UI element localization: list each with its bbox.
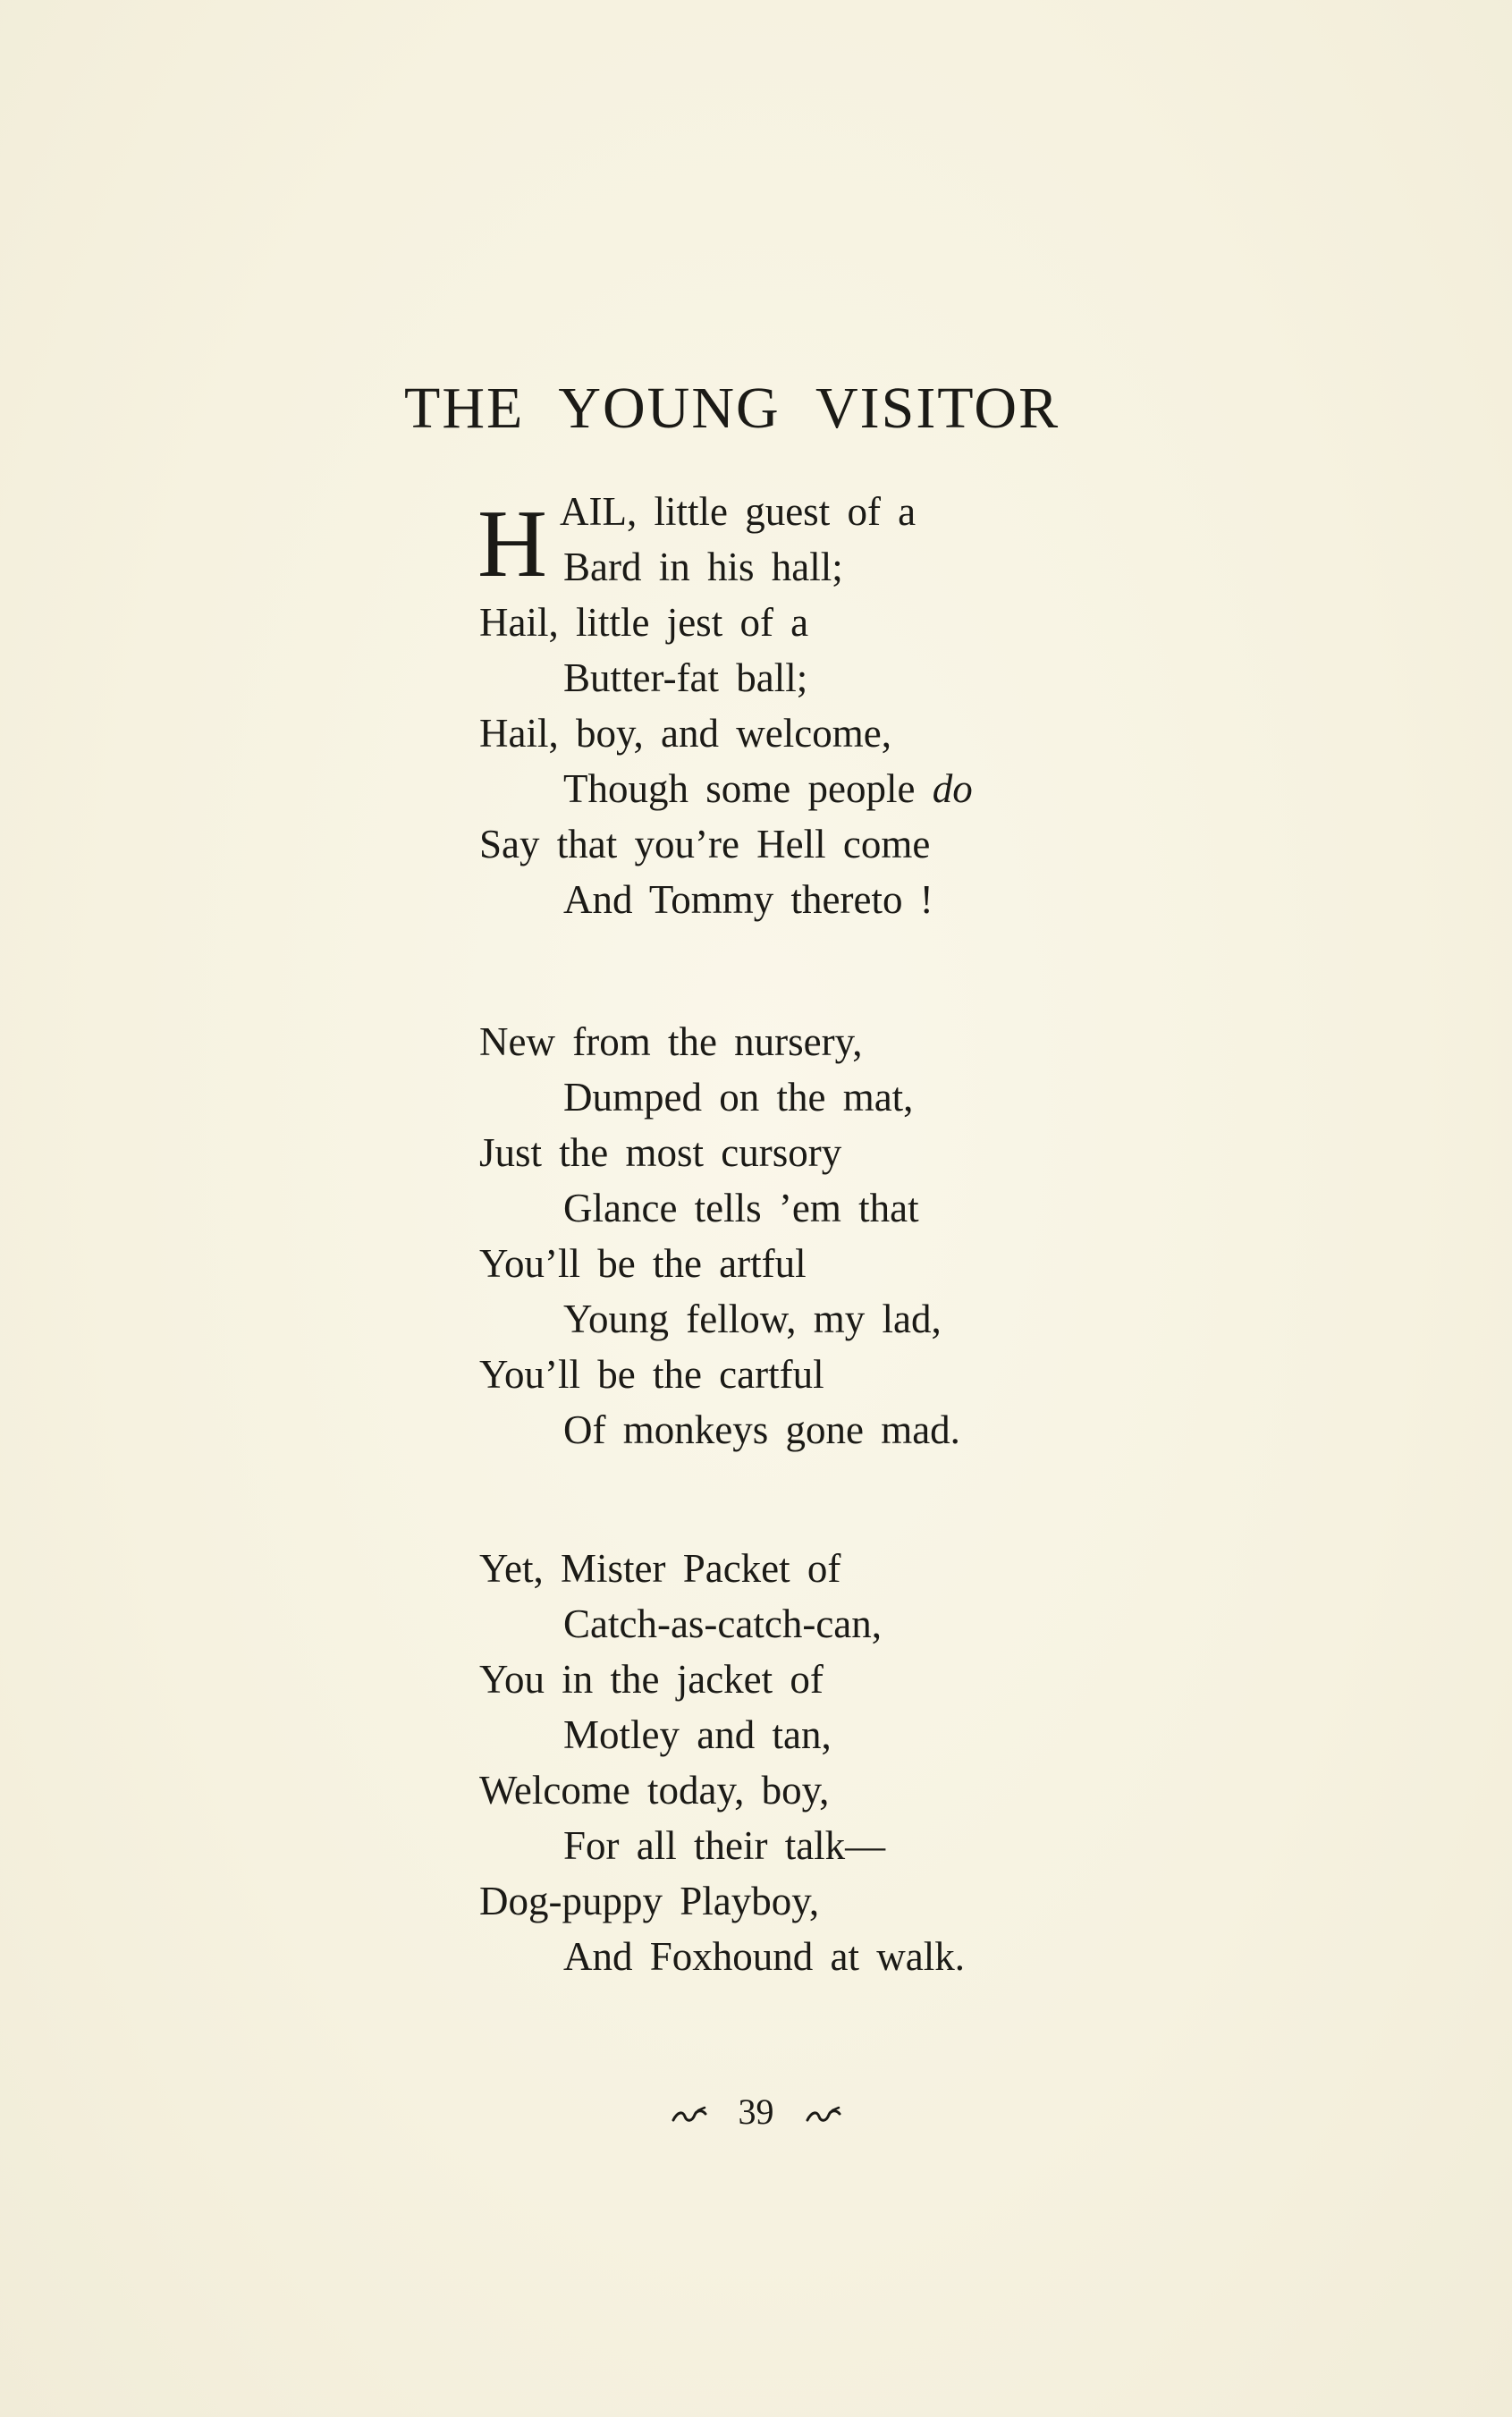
poem-line: Young fellow, my lad, xyxy=(563,1297,942,1341)
poem-line: Butter-fat ball; xyxy=(563,655,808,700)
poem-line: Of monkeys gone mad. xyxy=(563,1407,960,1452)
swash-ornament-icon xyxy=(671,2106,708,2125)
poem-line: New from the nursery, xyxy=(479,1019,863,1064)
poem-title: THE YOUNG VISITOR xyxy=(404,376,1060,442)
poem-line: And Foxhound at walk. xyxy=(563,1934,965,1979)
stanza-1 xyxy=(479,484,973,927)
page-number: 39 xyxy=(738,2092,774,2132)
poem-line: Dumped on the mat, xyxy=(563,1075,914,1120)
poem-line: Glance tells ’em that xyxy=(563,1186,919,1230)
poem-line: Dog-puppy Playboy, xyxy=(479,1879,820,1923)
page-folio xyxy=(0,2089,1512,2135)
poem-line: Hail, little jest of a xyxy=(479,600,809,645)
poem-line: For all their talk— xyxy=(563,1823,886,1868)
poem-line: Say that you’re Hell come xyxy=(479,822,931,866)
drop-cap: H xyxy=(477,491,547,597)
stanza-3 xyxy=(479,1541,965,1984)
poem-line: Welcome today, boy, xyxy=(479,1768,830,1813)
stanza-2 xyxy=(479,1014,960,1458)
poem-line: Catch-as-catch-can, xyxy=(563,1601,883,1646)
swash-ornament-icon xyxy=(805,2106,842,2125)
poem-line: You in the jacket of xyxy=(479,1657,824,1702)
poem-line: Hail, boy, and welcome, xyxy=(479,711,891,756)
poem-line-text: AIL, little guest of a xyxy=(560,489,916,534)
poem-line: Just the most cursory xyxy=(479,1130,842,1175)
poem-line: And Tommy thereto ! xyxy=(563,877,933,922)
poem-line: You’ll be the cartful xyxy=(479,1352,824,1397)
poem-line: You’ll be the artful xyxy=(479,1241,807,1286)
poem-line: Motley and tan, xyxy=(563,1712,832,1757)
italic-emphasis: do xyxy=(932,766,973,811)
poem-line: Yet, Mister Packet of xyxy=(479,1546,841,1591)
poem-line xyxy=(479,761,973,816)
poem-line-text: Though some people xyxy=(563,766,933,811)
poem-line: Bard in his hall; xyxy=(563,545,843,589)
